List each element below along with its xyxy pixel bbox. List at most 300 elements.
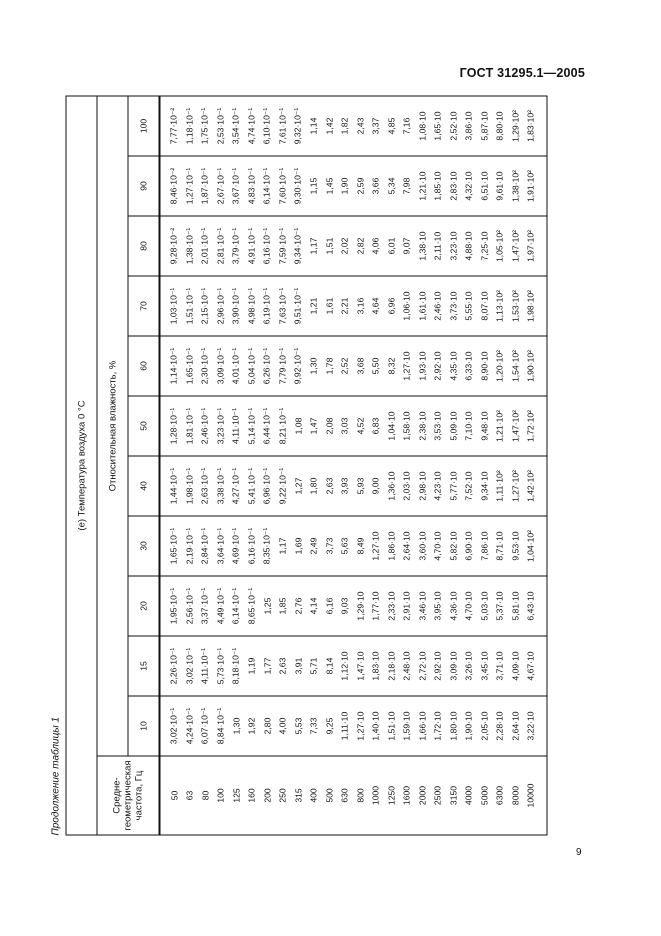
- value-cell: 2,63: [275, 636, 291, 696]
- value-cell: 5,53: [290, 696, 306, 756]
- value-cell: 6,07·10⁻¹: [197, 696, 213, 756]
- humidity-header-90: 90: [128, 156, 160, 216]
- value-cell: 2,98·10: [414, 456, 430, 516]
- value-cell: 1,92: [244, 696, 260, 756]
- value-cell: 5,71: [306, 636, 322, 696]
- value-cell: 4,06: [368, 216, 384, 276]
- value-cell: 3,02·10⁻¹: [182, 636, 198, 696]
- value-cell: 1,78: [321, 336, 337, 396]
- value-cell: 6,26·10⁻¹: [259, 336, 275, 396]
- value-cell: 1,05·10²: [492, 216, 508, 276]
- value-cell: 9,07: [399, 216, 415, 276]
- value-cell: 2,18·10: [383, 636, 399, 696]
- value-cell: 1,12·10: [337, 636, 353, 696]
- value-cell: 1,21·10: [414, 156, 430, 216]
- value-cell: 4,11·10⁻¹: [197, 636, 213, 696]
- value-cell: 6,44·10⁻¹: [259, 396, 275, 456]
- value-cell: 2,02: [337, 216, 353, 276]
- value-cell: 4,32·10: [461, 156, 477, 216]
- table-row: [228, 96, 244, 835]
- value-cell: 2,64·10: [507, 696, 523, 756]
- value-cell: 6,43·10: [523, 576, 547, 636]
- value-cell: 5,37·10: [492, 576, 508, 636]
- value-cell: 1,18·10⁻¹: [182, 96, 198, 156]
- value-cell: 6,14·10⁻¹: [228, 576, 244, 636]
- value-cell: 6,16·10⁻¹: [259, 216, 275, 276]
- value-cell: 4,23·10: [430, 456, 446, 516]
- value-cell: 4,74·10⁻¹: [244, 96, 260, 156]
- value-cell: 2,21: [337, 276, 353, 336]
- value-cell: 1,61: [321, 276, 337, 336]
- value-cell: 8,07·10: [476, 276, 492, 336]
- value-cell: 4,64: [368, 276, 384, 336]
- value-cell: 6,90·10: [461, 516, 477, 576]
- frequency-cell: 6300: [492, 756, 508, 835]
- value-cell: 3,60·10: [414, 516, 430, 576]
- value-cell: 1,90·10: [461, 696, 477, 756]
- frequency-cell: 3150: [445, 756, 461, 835]
- value-cell: 3,46·10: [414, 576, 430, 636]
- value-cell: 2,33·10: [383, 576, 399, 636]
- value-cell: 9,32·10⁻¹: [290, 96, 306, 156]
- value-cell: 4,98·10⁻¹: [244, 276, 260, 336]
- table-row: [213, 96, 229, 835]
- value-cell: 7,98: [399, 156, 415, 216]
- value-cell: 2,72·10: [414, 636, 430, 696]
- value-cell: 2,81·10⁻¹: [213, 216, 229, 276]
- table-row: [197, 96, 213, 835]
- humidity-header-30: 30: [128, 516, 160, 576]
- value-cell: 1,58·10: [399, 396, 415, 456]
- value-cell: 1,53·10²: [507, 276, 523, 336]
- value-cell: 4,70·10: [430, 516, 446, 576]
- value-cell: 2,52·10: [445, 96, 461, 156]
- table-row: [306, 96, 322, 835]
- table-row: [492, 96, 508, 835]
- value-cell: 1,42·10²: [523, 456, 547, 516]
- value-cell: 2,49: [306, 516, 322, 576]
- value-cell: 5,81·10: [507, 576, 523, 636]
- value-cell: 5,50: [368, 336, 384, 396]
- frequency-cell: 315: [290, 756, 306, 835]
- value-cell: 3,73: [321, 516, 337, 576]
- value-cell: 8,90·10: [476, 336, 492, 396]
- value-cell: 2,52: [337, 336, 353, 396]
- value-cell: 5,87·10: [476, 96, 492, 156]
- humidity-header-60: 60: [128, 336, 160, 396]
- value-cell: 7,79·10⁻¹: [275, 336, 291, 396]
- table-row: [461, 96, 477, 835]
- value-cell: 1,19: [244, 636, 260, 696]
- value-cell: 1,27·10: [399, 336, 415, 396]
- frequency-cell: 4000: [461, 756, 477, 835]
- value-cell: 9,25: [321, 696, 337, 756]
- value-cell: 1,85: [275, 576, 291, 636]
- value-cell: 3,37: [368, 96, 384, 156]
- value-cell: 1,21·10²: [492, 396, 508, 456]
- value-cell: 1,59·10: [399, 696, 415, 756]
- humidity-header-40: 40: [128, 456, 160, 516]
- value-cell: 1,44·10⁻¹: [159, 456, 182, 516]
- value-cell: 7,25·10: [476, 216, 492, 276]
- humidity-header: Относительная влажность, %: [106, 360, 118, 491]
- humidity-header-20: 20: [128, 576, 160, 636]
- humidity-header-100: 100: [128, 96, 160, 156]
- attenuation-table: [65, 95, 547, 835]
- value-cell: 1,30: [228, 696, 244, 756]
- value-cell: 7,10·10: [461, 396, 477, 456]
- table-body: [159, 96, 547, 835]
- value-cell: 3,71·10: [492, 636, 508, 696]
- value-cell: 4,01·10⁻¹: [228, 336, 244, 396]
- value-cell: 1,86·10: [383, 516, 399, 576]
- table-row: [399, 96, 415, 835]
- value-cell: 9,92·10⁻¹: [290, 336, 306, 396]
- value-cell: 9,22·10⁻¹: [275, 456, 291, 516]
- value-cell: 2,48·10: [399, 636, 415, 696]
- value-cell: 1,29·10²: [507, 96, 523, 156]
- value-cell: 1,08: [290, 396, 306, 456]
- value-cell: 1,95·10⁻¹: [159, 576, 182, 636]
- value-cell: 2,59: [352, 156, 368, 216]
- value-cell: 1,27·10²: [507, 456, 523, 516]
- value-cell: 2,67·10⁻¹: [213, 156, 229, 216]
- value-cell: 1,65·10: [430, 96, 446, 156]
- value-cell: 7,77·10⁻²: [159, 96, 182, 156]
- value-cell: 2,92·10: [430, 636, 446, 696]
- value-cell: 1,72·10: [430, 696, 446, 756]
- value-cell: 1,14: [306, 96, 322, 156]
- value-cell: 1,27·10: [352, 696, 368, 756]
- value-cell: 9,51·10⁻¹: [290, 276, 306, 336]
- value-cell: 1,21: [306, 276, 322, 336]
- value-cell: 8,80·10: [492, 96, 508, 156]
- value-cell: 2,84·10⁻¹: [197, 516, 213, 576]
- frequency-cell: 80: [197, 756, 213, 835]
- value-cell: 1,29·10: [352, 576, 368, 636]
- value-cell: 1,13·10²: [492, 276, 508, 336]
- value-cell: 3,91: [290, 636, 306, 696]
- value-cell: 7,33: [306, 696, 322, 756]
- value-cell: 1,51: [321, 216, 337, 276]
- value-cell: 5,63: [337, 516, 353, 576]
- value-cell: 3,38·10⁻¹: [213, 456, 229, 516]
- value-cell: 4,52: [352, 396, 368, 456]
- value-cell: 8,65·10⁻¹: [244, 576, 260, 636]
- value-cell: 9,28·10⁻²: [159, 216, 182, 276]
- value-cell: 4,91·10⁻¹: [244, 216, 260, 276]
- value-cell: 1,47·10: [352, 636, 368, 696]
- value-cell: 7,60·10⁻¹: [275, 156, 291, 216]
- value-cell: 1,90·10²: [523, 336, 547, 396]
- value-cell: 1,77: [259, 636, 275, 696]
- frequency-cell: 1250: [383, 756, 399, 835]
- value-cell: 1,38·10: [414, 216, 430, 276]
- value-cell: 4,70·10: [461, 576, 477, 636]
- value-cell: 5,73·10⁻¹: [213, 636, 229, 696]
- value-cell: 9,53·10: [507, 516, 523, 576]
- value-cell: 2,03·10: [399, 456, 415, 516]
- value-cell: 2,96·10⁻¹: [213, 276, 229, 336]
- value-cell: 1,40·10: [368, 696, 384, 756]
- value-cell: 1,97·10²: [523, 216, 547, 276]
- value-cell: 1,17: [275, 516, 291, 576]
- value-cell: 4,11·10⁻¹: [228, 396, 244, 456]
- value-cell: 1,83·10: [368, 636, 384, 696]
- frequency-cell: 250: [275, 756, 291, 835]
- frequency-cell: 800: [352, 756, 368, 835]
- value-cell: 2,80: [259, 696, 275, 756]
- frequency-cell: 63: [182, 756, 198, 835]
- value-cell: 1,65·10⁻¹: [182, 336, 198, 396]
- value-cell: 3,45·10: [476, 636, 492, 696]
- value-cell: 9,30·10⁻¹: [290, 156, 306, 216]
- frequency-cell: 160: [244, 756, 260, 835]
- value-cell: 8,14: [321, 636, 337, 696]
- value-cell: 6,16·10⁻¹: [244, 516, 260, 576]
- value-cell: 3,03: [337, 396, 353, 456]
- value-cell: 9,61·10: [492, 156, 508, 216]
- value-cell: 3,02·10⁻¹: [159, 696, 182, 756]
- value-cell: 6,01: [383, 216, 399, 276]
- frequency-cell: 100: [213, 756, 229, 835]
- value-cell: 1,28·10⁻¹: [159, 396, 182, 456]
- value-cell: 3,64·10⁻¹: [213, 516, 229, 576]
- frequency-cell: 630: [337, 756, 353, 835]
- value-cell: 1,66·10: [414, 696, 430, 756]
- value-cell: 2,46·10: [430, 276, 446, 336]
- table-row: [383, 96, 399, 835]
- value-cell: 9,34·10: [476, 456, 492, 516]
- value-cell: 1,98·10²: [523, 276, 547, 336]
- value-cell: 1,04·10²: [523, 516, 547, 576]
- value-cell: 1,47·10²: [507, 396, 523, 456]
- value-cell: 5,04·10⁻¹: [244, 336, 260, 396]
- table-row: [275, 96, 291, 835]
- value-cell: 1,15: [306, 156, 322, 216]
- value-cell: 2,91·10: [399, 576, 415, 636]
- value-cell: 2,56·10⁻¹: [182, 576, 198, 636]
- value-cell: 8,84·10⁻¹: [213, 696, 229, 756]
- value-cell: 3,22·10: [523, 696, 547, 756]
- value-cell: 1,69: [290, 516, 306, 576]
- value-cell: 4,69·10⁻¹: [228, 516, 244, 576]
- value-cell: 1,27·10⁻¹: [182, 156, 198, 216]
- table-row: [321, 96, 337, 835]
- value-cell: 3,66: [368, 156, 384, 216]
- value-cell: 2,05·10: [476, 696, 492, 756]
- value-cell: 4,36·10: [445, 576, 461, 636]
- value-cell: 6,10·10⁻¹: [259, 96, 275, 156]
- value-cell: 4,83·10⁻¹: [244, 156, 260, 216]
- table-subtitle: (е) Температура воздуха 0 °С: [66, 96, 97, 835]
- humidity-header-15: 15: [128, 636, 160, 696]
- value-cell: 3,37·10⁻¹: [197, 576, 213, 636]
- humidity-header-70: 70: [128, 276, 160, 336]
- value-cell: 2,26·10⁻¹: [159, 636, 182, 696]
- value-cell: 4,49·10⁻¹: [213, 576, 229, 636]
- value-cell: 2,01·10⁻¹: [197, 216, 213, 276]
- table-row: [414, 96, 430, 835]
- table-row: [368, 96, 384, 835]
- value-cell: 1,38·10⁻¹: [182, 216, 198, 276]
- value-cell: 1,03·10⁻¹: [159, 276, 182, 336]
- frequency-cell: 2000: [414, 756, 430, 835]
- value-cell: 5,77·10: [445, 456, 461, 516]
- value-cell: 5,55·10: [461, 276, 477, 336]
- value-cell: 1,51·10: [383, 696, 399, 756]
- frequency-cell: 5000: [476, 756, 492, 835]
- value-cell: 7,16: [399, 96, 415, 156]
- value-cell: 2,43: [352, 96, 368, 156]
- value-cell: 2,30·10⁻¹: [197, 336, 213, 396]
- humidity-header-80: 80: [128, 216, 160, 276]
- table-row: [159, 96, 182, 835]
- value-cell: 3,09·10⁻¹: [213, 336, 229, 396]
- value-cell: 2,64·10: [399, 516, 415, 576]
- value-cell: 2,63·10⁻¹: [197, 456, 213, 516]
- value-cell: 8,18·10⁻¹: [228, 636, 244, 696]
- value-cell: 6,16: [321, 576, 337, 636]
- value-cell: 9,03: [337, 576, 353, 636]
- value-cell: 1,04·10: [383, 396, 399, 456]
- value-cell: 1,14·10⁻¹: [159, 336, 182, 396]
- value-cell: 3,79·10⁻¹: [228, 216, 244, 276]
- value-cell: 3,23·10: [445, 216, 461, 276]
- value-cell: 1,20·10²: [492, 336, 508, 396]
- value-cell: 5,14·10⁻¹: [244, 396, 260, 456]
- value-cell: 6,96·10⁻¹: [259, 456, 275, 516]
- value-cell: 2,19·10⁻¹: [182, 516, 198, 576]
- value-cell: 1,93·10: [414, 336, 430, 396]
- table-row: [182, 96, 198, 835]
- value-cell: 1,61·10: [414, 276, 430, 336]
- value-cell: 1,82: [337, 96, 353, 156]
- value-cell: 4,09·10: [507, 636, 523, 696]
- frequency-cell: 500: [321, 756, 337, 835]
- value-cell: 1,30: [306, 336, 322, 396]
- frequency-cell: 10000: [523, 756, 547, 835]
- table-row: [523, 96, 547, 835]
- value-cell: 1,38·10²: [507, 156, 523, 216]
- value-cell: 5,41·10⁻¹: [244, 456, 260, 516]
- value-cell: 5,82·10: [445, 516, 461, 576]
- document-standard-number: ГОСТ 31295.1—2005: [459, 66, 585, 80]
- table-row: [290, 96, 306, 835]
- value-cell: 2,63: [321, 456, 337, 516]
- value-cell: 3,09·10: [445, 636, 461, 696]
- value-cell: 1,98·10⁻¹: [182, 456, 198, 516]
- value-cell: 8,21·10⁻¹: [275, 396, 291, 456]
- frequency-cell: 2500: [430, 756, 446, 835]
- value-cell: 3,73·10: [445, 276, 461, 336]
- value-cell: 1,47·10²: [507, 216, 523, 276]
- value-cell: 6,33·10: [461, 336, 477, 396]
- value-cell: 1,90: [337, 156, 353, 216]
- value-cell: 1,80: [306, 456, 322, 516]
- value-cell: 9,48·10: [476, 396, 492, 456]
- value-cell: 4,00: [275, 696, 291, 756]
- value-cell: 7,52·10: [461, 456, 477, 516]
- frequency-column-header: Средне- геометрическая частота, Гц: [97, 756, 160, 835]
- value-cell: 1,85·10: [430, 156, 446, 216]
- value-cell: 6,83: [368, 396, 384, 456]
- table-row: [259, 96, 275, 835]
- value-cell: 1,87·10⁻¹: [197, 156, 213, 216]
- page-number: 9: [576, 847, 582, 858]
- value-cell: 3,23·10⁻¹: [213, 396, 229, 456]
- frequency-cell: 1000: [368, 756, 384, 835]
- frequency-cell: 125: [228, 756, 244, 835]
- value-cell: 3,53·10: [430, 396, 446, 456]
- value-cell: 2,38·10: [414, 396, 430, 456]
- value-cell: 7,63·10⁻¹: [275, 276, 291, 336]
- frequency-cell: 50: [159, 756, 182, 835]
- value-cell: 2,76: [290, 576, 306, 636]
- value-cell: 3,67·10⁻¹: [228, 156, 244, 216]
- value-cell: 5,93: [352, 456, 368, 516]
- value-cell: 1,72·10²: [523, 396, 547, 456]
- table-row: [445, 96, 461, 835]
- value-cell: 5,34: [383, 156, 399, 216]
- value-cell: 4,85: [383, 96, 399, 156]
- value-cell: 9,00: [368, 456, 384, 516]
- value-cell: 2,83·10: [445, 156, 461, 216]
- value-cell: 1,45: [321, 156, 337, 216]
- value-cell: 1,75·10⁻¹: [197, 96, 213, 156]
- value-cell: 8,32: [383, 336, 399, 396]
- frequency-cell: 400: [306, 756, 322, 835]
- value-cell: 2,92·10: [430, 336, 446, 396]
- value-cell: 3,68: [352, 336, 368, 396]
- value-cell: 2,53·10⁻¹: [213, 96, 229, 156]
- value-cell: 4,14: [306, 576, 322, 636]
- frequency-cell: 1600: [399, 756, 415, 835]
- table-row: [337, 96, 353, 835]
- table-row: [244, 96, 260, 835]
- value-cell: 8,35·10⁻¹: [259, 516, 275, 576]
- value-cell: 3,86·10: [461, 96, 477, 156]
- value-cell: 6,51·10: [476, 156, 492, 216]
- table-row: [507, 96, 523, 835]
- value-cell: 2,82: [352, 216, 368, 276]
- value-cell: 2,15·10⁻¹: [197, 276, 213, 336]
- value-cell: 1,11·10: [337, 696, 353, 756]
- table-continuation-caption: Продолжение таблицы 1: [50, 716, 61, 835]
- value-cell: 3,16: [352, 276, 368, 336]
- humidity-header-10: 10: [128, 696, 160, 756]
- value-cell: 1,25: [259, 576, 275, 636]
- value-cell: 1,36·10: [383, 456, 399, 516]
- value-cell: 1,54·10²: [507, 336, 523, 396]
- value-cell: 1,11·10²: [492, 456, 508, 516]
- value-cell: 1,80·10: [445, 696, 461, 756]
- value-cell: 1,83·10²: [523, 96, 547, 156]
- value-cell: 1,42: [321, 96, 337, 156]
- frequency-cell: 8000: [507, 756, 523, 835]
- value-cell: 2,46·10⁻¹: [197, 396, 213, 456]
- value-cell: 2,08: [321, 396, 337, 456]
- table-row: [352, 96, 368, 835]
- table-row: [476, 96, 492, 835]
- value-cell: 4,88·10: [461, 216, 477, 276]
- value-cell: 1,77·10: [368, 576, 384, 636]
- value-cell: 3,90·10⁻¹: [228, 276, 244, 336]
- value-cell: 3,93: [337, 456, 353, 516]
- value-cell: 6,14·10⁻¹: [259, 156, 275, 216]
- value-cell: 5,09·10: [445, 396, 461, 456]
- humidity-header-50: 50: [128, 396, 160, 456]
